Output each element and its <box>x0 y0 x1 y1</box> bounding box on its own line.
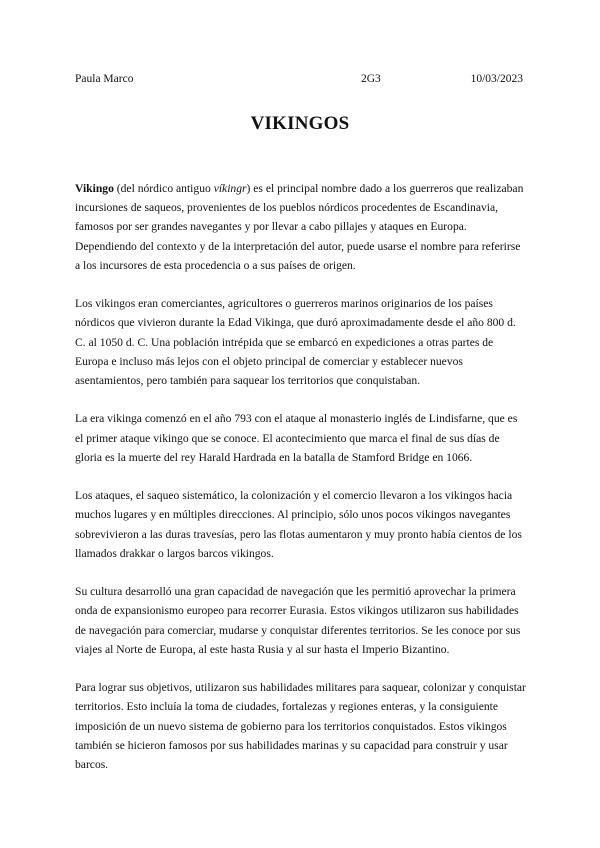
definition-rest: ) es el principal nombre dado a los guerreros que realizaban incursiones de saqueos, provenientes de los pueblos nórdicos procedentes de Escandinavia, famosos por ser grandes navegantes y por llevar a cabo pillajes y ataques en Europa. <box>75 182 524 234</box>
definition-intro: (del nórdico antiguo <box>113 182 214 195</box>
term-vikingo: Vikingo <box>75 182 114 195</box>
page-title: VIKINGOS <box>250 113 350 134</box>
paragraph-origins: Los vikingos eran comerciantes, agricultores o guerreros marinos originarios de los países nórdicos que vivieron durante la Edad Vikinga, que duró aproximadamente desde el año 800 d. C. al 1050 d. C. Una población intrépida que se embarcó en expediciones a otras partes de Europa e incluso más lejos con el objeto principal de comerciar y establecer nuevos asentamientos, pero también para saquear los territorios que conquistaban. <box>75 297 516 388</box>
paragraph-expansion: Los ataques, el saqueo sistemático, la colonización y el comercio llevaron a los vikingos hacia muchos lugares y en múltiples direcciones. Al principio, sólo unos pocos vikingos navegantes sobrevivieron a las duras travesías, pero las flotas aumentaron y muy pronto había cientos de los llamados drakkar o largos barcos vikingos. <box>75 489 522 560</box>
document-header <box>75 71 523 87</box>
author-name: Paula Marco <box>75 73 134 85</box>
document-date: 10/03/2023 <box>470 73 523 85</box>
paragraph-definition <box>75 179 527 237</box>
paragraph-context: Dependiendo del contexto y de la interpretación del autor, puede usarse el nombre para referirse a los incursores de esta procedencia o a sus países de origen. <box>75 239 521 272</box>
paragraph-era: La era vikinga comenzó en el año 793 con el ataque al monasterio inglés de Lindisfarne, que es el primer ataque vikingo que se conoce. El acontecimiento que marca el final de sus días de gloria es la muerte del rey Harald Hardrada en la batalla de Stamford Bridge en 1066. <box>75 412 518 464</box>
old-norse-term: víkingr <box>213 182 247 195</box>
document-body <box>75 179 527 774</box>
paragraph-navigation: Su cultura desarrolló una gran capacidad de navegación que les permitió aprovechar la primera onda de expansionismo europeo para recorrer Eurasia. Estos vikingos utilizaron sus habilidades de navegación para comerciar, mudarse y conquistar diferentes territorios. Se les conoce por sus viajes al Norte de Europa, al este hasta Rusia y al sur hasta el Imperio Bizantino. <box>75 585 521 656</box>
paragraph-conquest: Para lograr sus objetivos, utilizaron sus habilidades militares para saquear, colonizar y conquistar territorios. Esto incluía la toma de ciudades, fortalezas y regiones enteras, y la consiguiente imposición de un nuevo sistema de gobierno para los territorios conquistados. Estos vikingos también se hicieron famosos por sus habilidades marinas y su capacidad para construir y usar barcos. <box>75 681 526 772</box>
group-code: 2G3 <box>361 73 381 85</box>
